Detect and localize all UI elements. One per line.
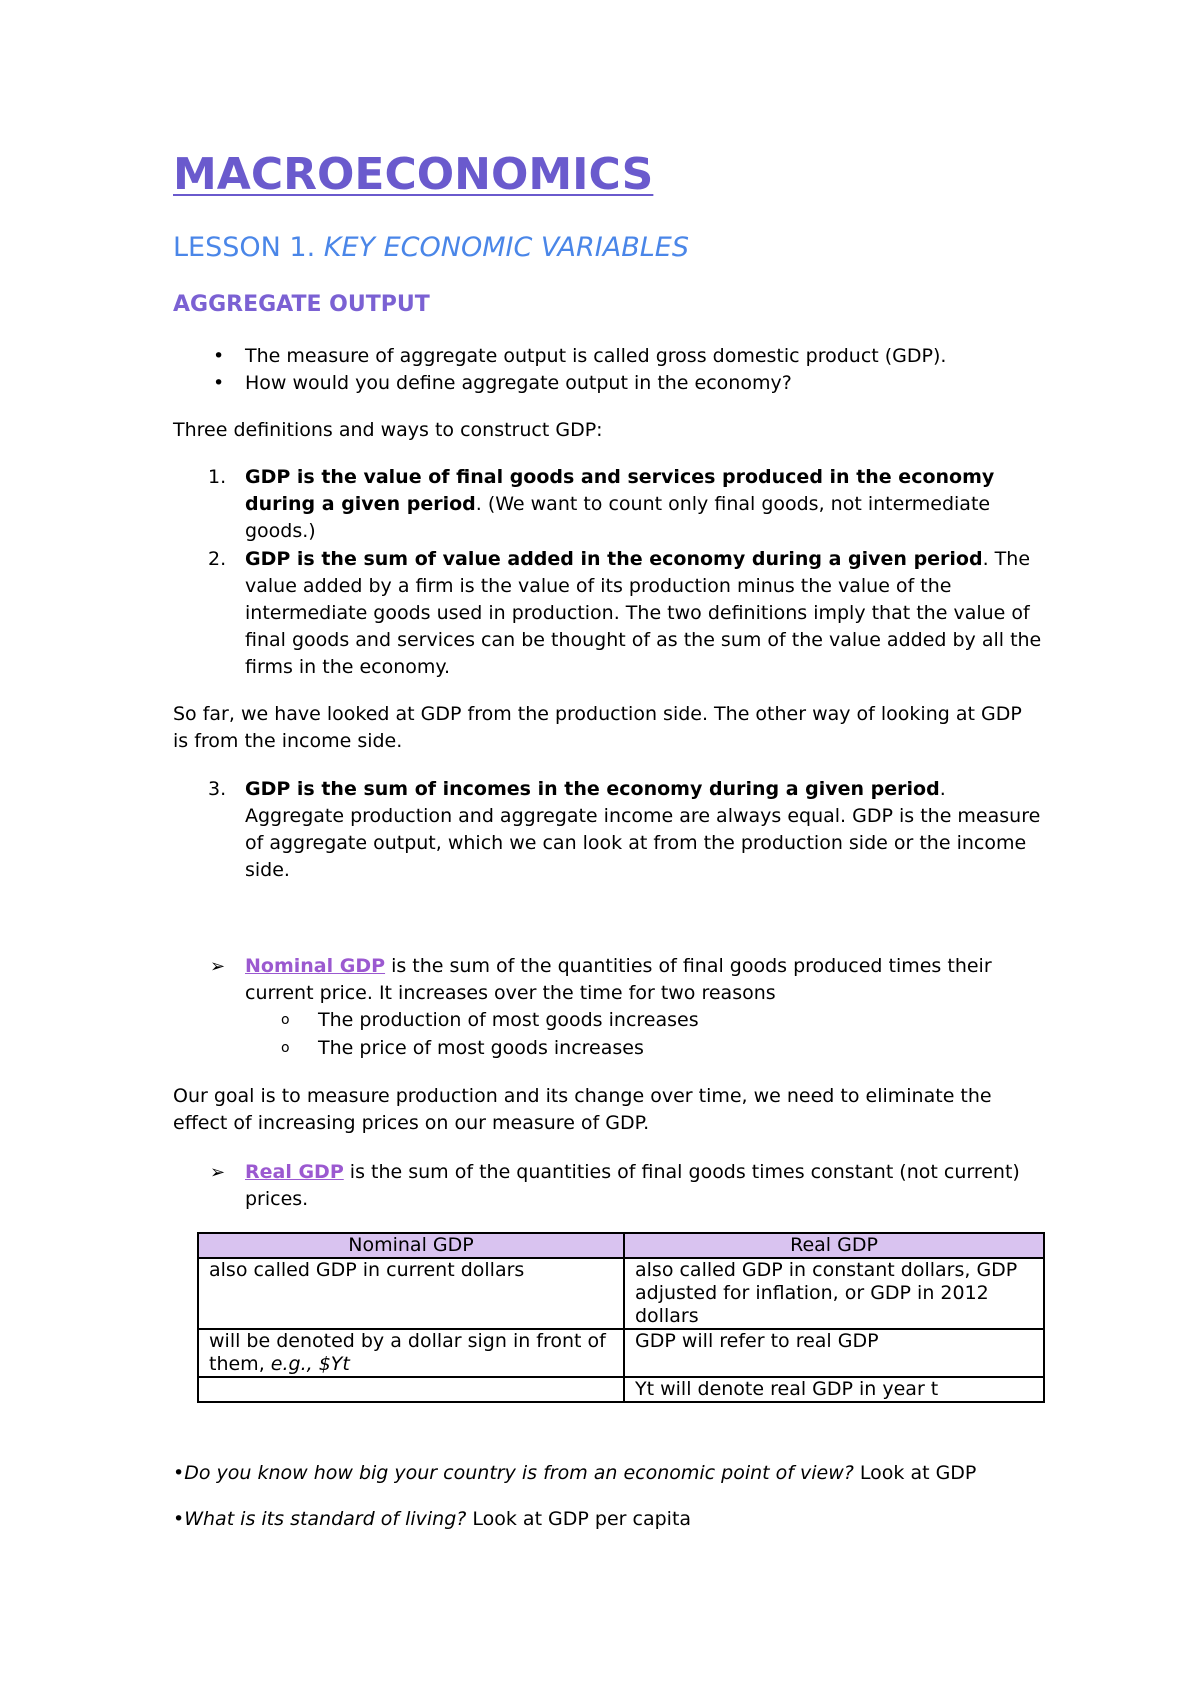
sub-bullet-marker: o (281, 1012, 290, 1028)
table-cell: Yt will denote real GDP in year t (624, 1377, 1044, 1402)
definition-1 (245, 464, 1045, 545)
sub-bullet-item: The price of most goods increases (318, 1037, 644, 1059)
intro-paragraph: Three definitions and ways to construct GDP: (173, 419, 603, 441)
bullet-item: How would you define aggregate output in the economy? (245, 372, 792, 394)
transition-paragraph: So far, we have looked at GDP from the production side. The other way of looking at GDP is from the income side. (173, 703, 1022, 752)
table-header-row (198, 1233, 1044, 1258)
nominal-gdp-paragraph (245, 953, 1045, 1007)
lesson-prefix: LESSON 1. (173, 232, 316, 263)
table-cell (198, 1377, 624, 1402)
lesson-name: KEY ECONOMIC VARIABLES (323, 232, 689, 263)
question-paragraph (173, 1506, 691, 1533)
definition-number: 1. (208, 466, 227, 488)
definition-text: . The value added by a firm is the value of its production minus the value of the intermediate goods used in production. The two definitions imply that the value of final goods and services can be thought of as the sum of the value added by all the firms in the economy. (245, 548, 1042, 678)
bullet-marker: • (173, 1508, 185, 1530)
arrow-bullet-icon: ➢ (210, 1162, 226, 1183)
table-header-nominal: Nominal GDP (198, 1233, 624, 1258)
definition-2 (245, 546, 1045, 681)
table-cell: GDP will refer to real GDP (624, 1329, 1044, 1377)
definition-number: 2. (208, 548, 227, 570)
table-cell (198, 1329, 624, 1377)
definition-3 (245, 776, 1045, 884)
table-cell-italic: e.g., $Yt (270, 1353, 350, 1375)
table-row (198, 1329, 1044, 1377)
section-heading: AGGREGATE OUTPUT (173, 292, 430, 317)
document-title: MACROECONOMICS (173, 149, 654, 200)
question-paragraph (173, 1460, 976, 1487)
bullet-item: The measure of aggregate output is called gross domestic product (GDP). (245, 345, 947, 367)
table-cell: also called GDP in constant dollars, GDP adjusted for inflation, or GDP in 2012 dollars (624, 1258, 1044, 1329)
definition-bold: GDP is the value of final goods and services produced in the economy during a given period (245, 466, 995, 515)
question-text: Do you know how big your country is from an economic point of view? (184, 1462, 854, 1484)
nominal-gdp-text: is the sum of the quantities of final goods produced times their current price. It increases over the time for two reasons (245, 955, 992, 1004)
table-row (198, 1377, 1044, 1402)
lesson-heading (173, 230, 689, 266)
table-cell: also called GDP in current dollars (198, 1258, 624, 1329)
sub-bullet-item: The production of most goods increases (318, 1009, 699, 1031)
definition-text: . Aggregate production and aggregate income are always equal. GDP is the measure of aggregate output, which we can look at from the production side or the income side. (245, 778, 1041, 881)
table-cell-text: will be denoted by a dollar sign in front of them, (209, 1330, 606, 1375)
answer-text: Look at GDP (853, 1462, 977, 1484)
real-gdp-text: is the sum of the quantities of final goods times constant (not current) prices. (245, 1161, 1020, 1210)
definition-bold: GDP is the sum of incomes in the economy during a given period (245, 778, 940, 800)
table-header-real: Real GDP (624, 1233, 1044, 1258)
nominal-gdp-link[interactable]: Nominal GDP (245, 955, 386, 977)
goal-paragraph: Our goal is to measure production and its change over time, we need to eliminate the effect of increasing prices on our measure of GDP. (173, 1085, 992, 1134)
bullet-marker: • (213, 372, 225, 394)
sub-bullet-marker: o (281, 1040, 290, 1056)
gdp-comparison-table (197, 1232, 1045, 1403)
real-gdp-link[interactable]: Real GDP (245, 1161, 344, 1183)
bullet-marker: • (173, 1462, 185, 1484)
definition-number: 3. (208, 778, 227, 800)
real-gdp-paragraph (245, 1159, 1045, 1213)
answer-text: Look at GDP per capita (466, 1508, 692, 1530)
question-text: What is its standard of living? (184, 1508, 467, 1530)
arrow-bullet-icon: ➢ (210, 956, 226, 977)
definition-text: . (We want to count only final goods, not intermediate goods.) (245, 493, 991, 542)
bullet-marker: • (213, 345, 225, 367)
table-row (198, 1258, 1044, 1329)
definition-bold: GDP is the sum of value added in the economy during a given period (245, 548, 983, 570)
